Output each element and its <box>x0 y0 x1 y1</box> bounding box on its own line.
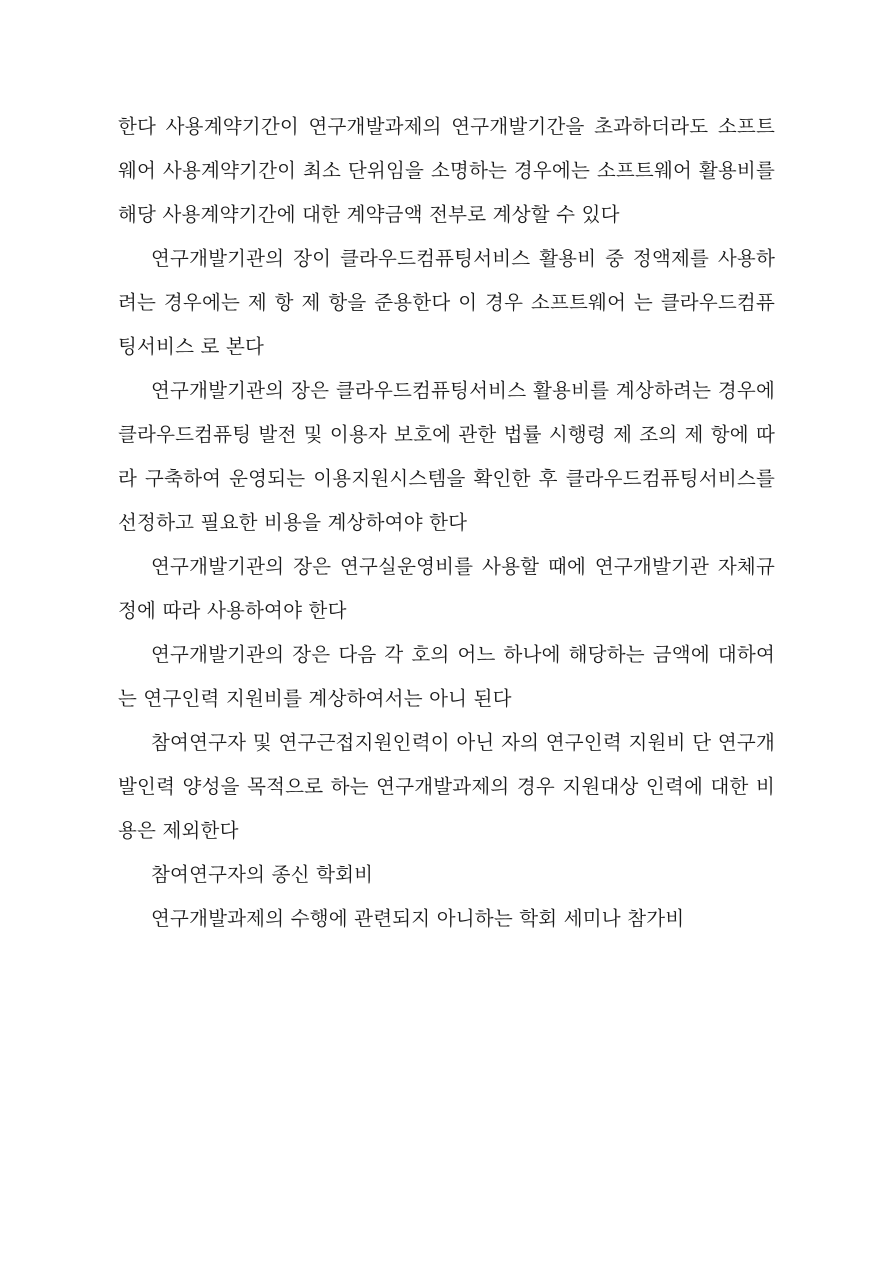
paragraph-4: 연구개발기관의 장은 연구실운영비를 사용할 때에 연구개발기관 자체규정에 따라 사용하여야 한다 <box>118 555 775 622</box>
paragraph-3: 연구개발기관의 장은 클라우드컴퓨팅서비스 활용비를 계상하려는 경우에 클라우드컴퓨팅 발전 및 이용자 보호에 관한 법률 시행령 제 조의 제 항에 따라 구축하여 운영되는 이용지원시스템을 확인한 후 클라우드컴퓨팅서비스를 선정하고 필요한 비용을 계상하여야 한다 <box>118 379 775 534</box>
paragraph-5: 연구개발기관의 장은 다음 각 호의 어느 하나에 해당하는 금액에 대하여는 연구인력 지원비를 계상하여서는 아니 된다 <box>118 643 775 710</box>
paragraph-2: 연구개발기관의 장이 클라우드컴퓨팅서비스 활용비 중 정액제를 사용하려는 경우에는 제 항 제 항을 준용한다 이 경우 소프트웨어 는 클라우드컴퓨팅서비스 로 본다 <box>118 247 775 358</box>
paragraph-8: 연구개발과제의 수행에 관련되지 아니하는 학회 세미나 참가비 <box>151 907 685 930</box>
paragraph-7: 참여연구자의 종신 학회비 <box>151 863 374 886</box>
paragraph-6: 참여연구자 및 연구근접지원인력이 아닌 자의 연구인력 지원비 단 연구개발인력 양성을 목적으로 하는 연구개발과제의 경우 지원대상 인력에 대한 비용은 제외한다 <box>118 731 775 842</box>
paragraph-1: 한다 사용계약기간이 연구개발과제의 연구개발기간을 초과하더라도 소프트웨어 사용계약기간이 최소 단위임을 소명하는 경우에는 소프트웨어 활용비를 해당 사용계약기간에 대한 계약금액 전부로 계상할 수 있다 <box>118 115 775 226</box>
document-body <box>118 105 775 941</box>
